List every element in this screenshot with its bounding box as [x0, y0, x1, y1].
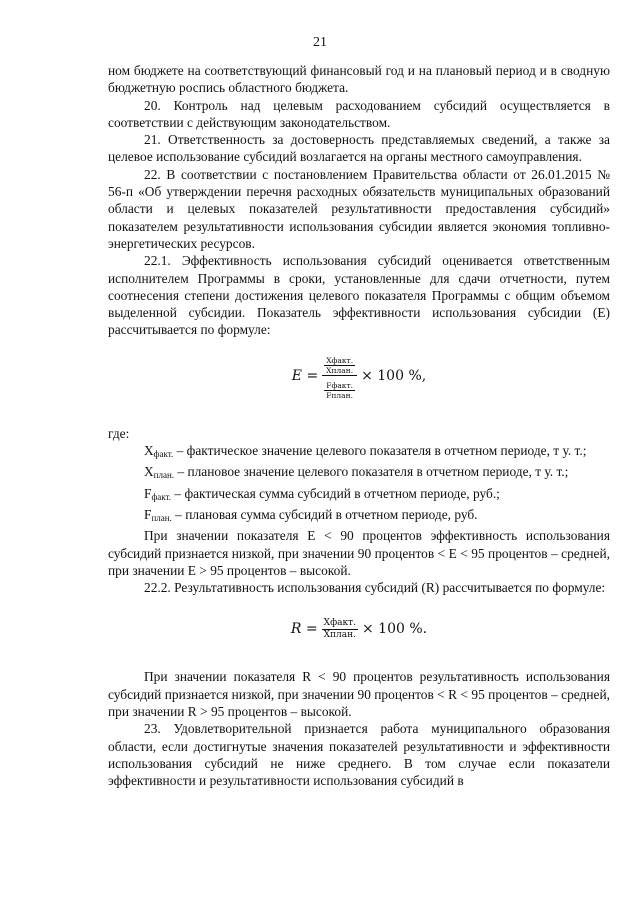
paragraph-result-levels: При значении показателя R < 90 процентов результативность использования субсидий признается низкой, при значении 90 процентов < R < 95 процентов – средней, при значении R > 95 процентов – высокой. [108, 669, 610, 720]
formula-x-plan: Xплан. [326, 366, 354, 376]
formula-efficiency-fraction [322, 351, 357, 400]
formula-result-rhs: × 100 %. [361, 621, 428, 638]
formula-efficiency-rhs: × 100 %, [361, 367, 427, 384]
formula-f-plan: Fплан. [326, 391, 354, 401]
formula-x-fact: Xфакт. [326, 356, 354, 366]
paragraph-continued: ном бюджете на соответствующий финансовый год и на плановый период и в сводную бюджетную роспись областного бюджета. [108, 63, 610, 96]
definition-x-fact: $X_{факт.}$ – фактическое значение целевого показателя в отчетном периоде, т у. т.; [144, 443, 587, 460]
definition-f-fact: $F_{факт.}$ – фактическая сумма субсидий в отчетном периоде, руб.; [144, 485, 500, 502]
page-number: 21 [313, 35, 327, 50]
paragraph-20: 20. Контроль над целевым расходованием субсидий осуществляется в соответствии с действующим законодательством. [108, 97, 610, 130]
formula-result-denominator: Xплан. [323, 629, 356, 640]
where-label: где: [108, 425, 130, 441]
definition-x-plan: $X_{план.}$ – плановое значение целевого показателя в отчетном периоде, т у. т.; [144, 464, 569, 481]
paragraph-22: 22. В соответствии с постановлением Правительства области от 26.01.2015 № 56-п «Об утверждении перечня расходных обязательств муниципальных образований области и целевых показателей результативности предоставления субсидий» показателем результативности использования субсидии является экономия топливно-энергетических ресурсов. [108, 166, 610, 251]
formula-result-numerator: Xфакт. [323, 617, 356, 628]
formula-result [108, 606, 610, 652]
document-body [108, 62, 610, 790]
paragraph-21: 21. Ответственность за достоверность представляемых сведений, а также за целевое использование субсидий возлагается на органы местного самоуправления. [108, 132, 610, 165]
formula-f-fact: Fфакт. [326, 381, 354, 391]
paragraph-22-1: 22.1. Эффективность использования субсидий оценивается ответственным исполнителем Программы в сроки, установленные для сдачи отчетности, путем соотнесения степени достижения целевого показателя Программы с общим объемом выделенной субсидии. Показатель эффективности использования субсидии (E) рассчитывается по формуле: [108, 253, 610, 338]
formula-efficiency-lhs: E = [291, 367, 319, 384]
formula-result-lhs: R = [290, 621, 318, 638]
paragraph-22-2: 22.2. Результативность использования субсидий (R) рассчитывается по формуле: [144, 580, 606, 596]
formula-efficiency [108, 347, 610, 405]
paragraph-efficiency-levels: При значении показателя E < 90 процентов эффективность использования субсидий признается низкой, при значении 90 процентов < E < 95 процентов – средней, при значении E > 95 процентов – высокой. [108, 528, 610, 578]
formula-result-fraction [322, 618, 358, 641]
definition-f-plan: $F_{план.}$ – плановая сумма субсидий в отчетном периоде, руб. [144, 506, 478, 523]
paragraph-23: 23. Удовлетворительной признается работа муниципального образования области, если достигнутые значения показателей результативности и эффективности использования субсидий не ниже среднего. В том случае если показатели эффективности и результативности использования субсидий в [108, 721, 610, 789]
